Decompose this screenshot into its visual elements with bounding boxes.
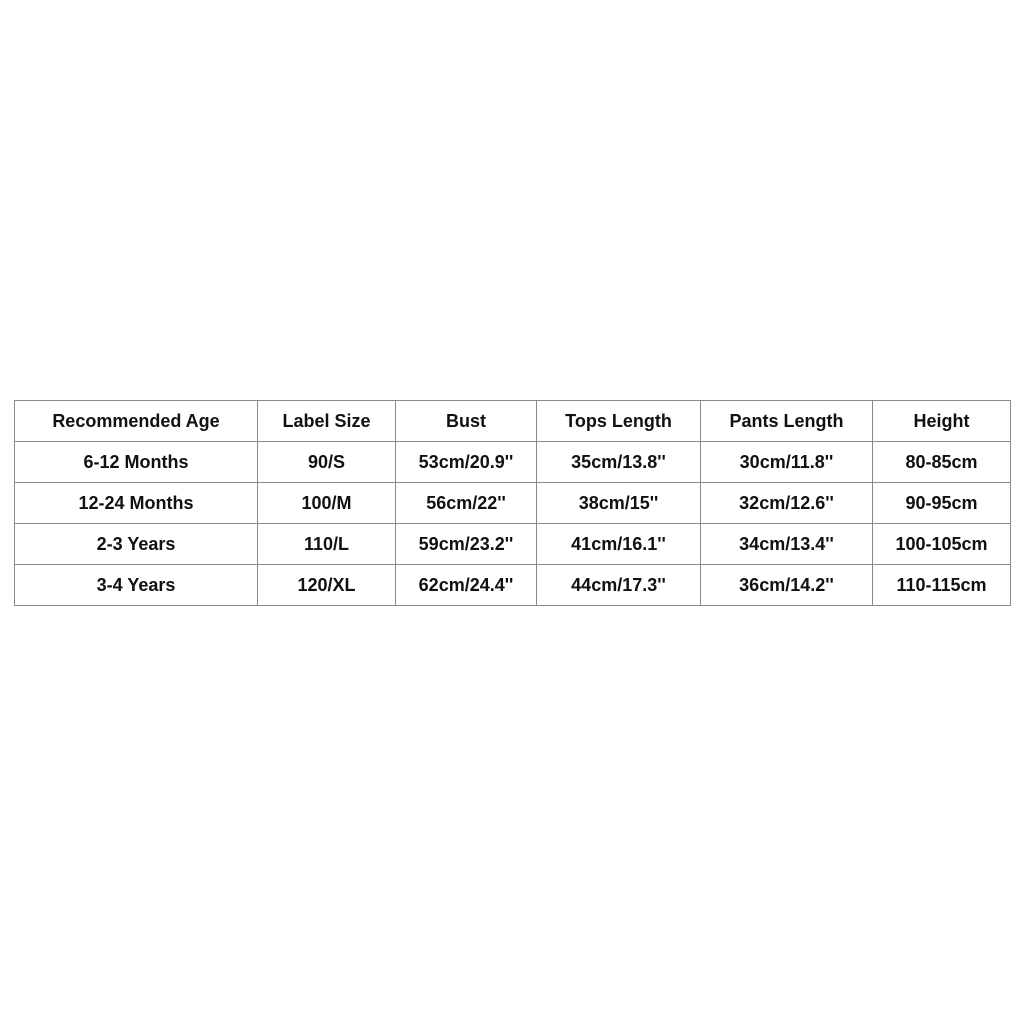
cell-bust: 59cm/23.2'' (396, 524, 537, 565)
cell-label-size: 120/XL (258, 565, 396, 606)
table-header-row (15, 401, 1011, 442)
cell-pants-length: 32cm/12.6'' (701, 483, 873, 524)
cell-tops-length: 41cm/16.1'' (537, 524, 701, 565)
cell-label-size: 90/S (258, 442, 396, 483)
table-row (15, 524, 1011, 565)
header-tops-length: Tops Length (537, 401, 701, 442)
cell-label-size: 100/M (258, 483, 396, 524)
header-recommended-age: Recommended Age (15, 401, 258, 442)
cell-height: 100-105cm (873, 524, 1011, 565)
cell-tops-length: 44cm/17.3'' (537, 565, 701, 606)
cell-pants-length: 36cm/14.2'' (701, 565, 873, 606)
cell-tops-length: 38cm/15'' (537, 483, 701, 524)
cell-pants-length: 34cm/13.4'' (701, 524, 873, 565)
cell-bust: 53cm/20.9'' (396, 442, 537, 483)
cell-recommended-age: 3-4 Years (15, 565, 258, 606)
cell-bust: 62cm/24.4'' (396, 565, 537, 606)
table-row (15, 442, 1011, 483)
cell-pants-length: 30cm/11.8'' (701, 442, 873, 483)
header-bust: Bust (396, 401, 537, 442)
header-pants-length: Pants Length (701, 401, 873, 442)
cell-height: 90-95cm (873, 483, 1011, 524)
cell-label-size: 110/L (258, 524, 396, 565)
header-height: Height (873, 401, 1011, 442)
cell-height: 80-85cm (873, 442, 1011, 483)
size-chart-table (14, 400, 1011, 606)
table-row (15, 483, 1011, 524)
header-label-size: Label Size (258, 401, 396, 442)
cell-height: 110-115cm (873, 565, 1011, 606)
table-row (15, 565, 1011, 606)
cell-bust: 56cm/22'' (396, 483, 537, 524)
cell-tops-length: 35cm/13.8'' (537, 442, 701, 483)
cell-recommended-age: 2-3 Years (15, 524, 258, 565)
cell-recommended-age: 6-12 Months (15, 442, 258, 483)
cell-recommended-age: 12-24 Months (15, 483, 258, 524)
